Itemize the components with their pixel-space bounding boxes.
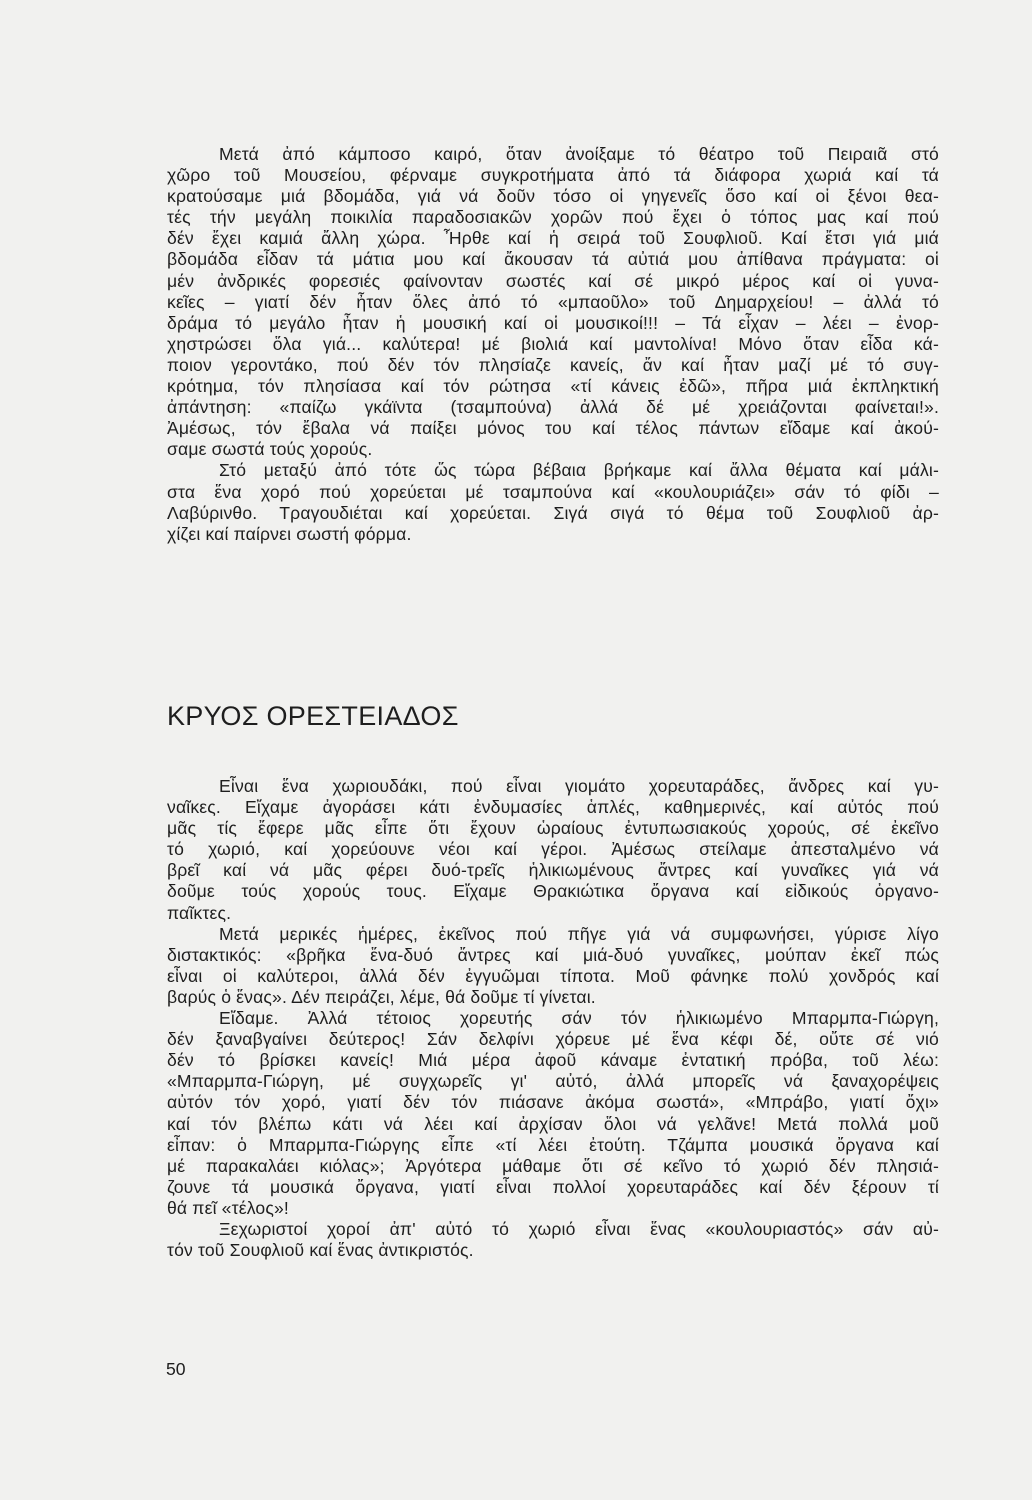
text-line: Μετά μερικές ἡμέρες, ἐκεῖνος πού πῆγε γιά νά συμφωνήσει, γύρισε λίγο [219, 923, 939, 944]
text-line: ποιον γεροντάκο, πού δέν τόν πλησίαζε κανείς, ἄν καί ἦταν μαζί μέ τό συγ- [167, 354, 939, 375]
text-line: δέν τό βρίσκει κανείς! Μιά μέρα ἀφοῦ κάναμε ἐντατική πρόβα, τοῦ λέω: [167, 1050, 939, 1071]
text-line: Στό μεταξύ ἀπό τότε ὥς τώρα βέβαια βρήκαμε καί ἄλλα θέματα καί μάλι- [219, 460, 939, 481]
paragraph-block-souflion [167, 144, 939, 545]
text-line: κεῖες – γιατί δέν ἦταν ὅλες ἀπό τό «μπαοῦλο» τοῦ Δημαρχείου! – ἀλλά τό [167, 291, 939, 312]
text-line: τό χωριό, καί χορεύουνε νέοι καί γέροι. Ἀμέσως στείλαμε ἀπεσταλμένο νά [167, 839, 939, 860]
text-line: τόν τοῦ Σουφλιοῦ καί ἕνας ἀντικριστός. [167, 1240, 474, 1261]
text-line: Εἶναι ἕνα χωριουδάκι, πού εἶναι γιομάτο χορευταράδες, ἄνδρες καί γυ- [219, 776, 939, 796]
text-line: χηστρώσει ὅλα γιά... καλύτερα! μέ βιολιά καί μαντολίνα! Μόνο ὅταν εἶδα κά- [167, 333, 939, 354]
text-line: κρατούσαμε μιά βδομάδα, γιά νά δοῦν τόσο οἱ γηγενεῖς ὅσο καί οἱ ξένοι θεα- [167, 186, 939, 207]
text-line: χίζει καί παίρνει σωστή φόρμα. [167, 523, 412, 544]
text-line: διστακτικός: «βρῆκα ἕνα-δυό ἄντρες καί μιά-δυό γυναῖκες, μούπαν ἐκεῖ πώς [167, 944, 939, 965]
text-line: δέν ξαναβγαίνει δεύτερος! Σάν δελφίνι χόρευε μέ ἕνα κέφι δέ, οὔτε σέ νιό [167, 1029, 939, 1050]
text-line: μέ παρακαλάει κιόλας»; Ἀργότερα μάθαμε ὅτι σέ κεῖνο τό χωριό δέν πλησιά- [167, 1155, 939, 1176]
text-line: Ξεχωριστοί χοροί ἀπ' αὐτό τό χωριό εἶναι ἕνας «κουλουριαστός» σάν αὐ- [219, 1218, 939, 1239]
text-line: κρότημα, τόν πλησίασα καί τόν ρώτησα «τί κάνεις ἐδῶ», πῆρα μιά ἐκπληκτική [167, 376, 939, 397]
text-line: αὐτόν τόν χορό, γιατί δέν τόν πιάσανε ἀκόμα σωστά», «Μπράβο, γιατί ὄχι» [167, 1092, 939, 1113]
text-line: ζουνε τά μουσικά ὄργανα, γιατί εἶναι πολλοί χορευταράδες καί δέν ξέρουν τί [167, 1176, 939, 1197]
text-line: βαρύς ὁ ἕνας». Δέν πειράζει, λέμε, θά δοῦμε τί γίνεται. [167, 986, 596, 1007]
text-line: «Μπαρμπα-Γιώργη, μέ συγχωρεῖς γι' αὐτό, ἀλλά μπορεῖς νά ξαναχορέψεις [167, 1071, 939, 1092]
text-line: Ἀμέσως, τόν ἔβαλα νά παίξει μόνος του καί τέλος πάντων εἴδαμε καί ἀκού- [167, 418, 939, 439]
text-line: δέν ἔχει καμιά ἄλλη χώρα. Ἦρθε καί ἡ σειρά τοῦ Σουφλιοῦ. Καί ἔτσι γιά μιά [167, 228, 939, 249]
paragraph-block-kryos-oresteiados [167, 776, 939, 1261]
text-line: καί τόν βλέπω κάτι νά λέει καί ἀρχίσαν ὅλοι νά γελᾶνε! Μετά πολλά μοῦ [167, 1113, 939, 1134]
text-line: σαμε σωστά τούς χορούς. [167, 439, 373, 460]
section-heading: ΚΡΥΟΣ ΟΡΕΣΤΕΙΑΔΟΣ [167, 701, 459, 731]
text-line: βδομάδα εἶδαν τά μάτια μου καί ἄκουσαν τά αὐτιά μου ἀπίθανα πράγματα: οἱ [167, 249, 939, 270]
text-line: μέν ἀνδρικές φορεσιές φαίνονταν σωστές καί σέ μικρό μέρος καί οἱ γυνα- [167, 270, 939, 291]
text-line: θά πεῖ «τέλος»! [167, 1197, 289, 1218]
text-line: δράμα τό μεγάλο ἦταν ἡ μουσική καί οἱ μουσικοί!!! – Τά εἶχαν – λέει – ἐνορ- [167, 312, 939, 333]
page-number: 50 [166, 1359, 186, 1379]
text-line: εἶπαν: ὁ Μπαρμπα-Γιώργης εἶπε «τί λέει ἐτούτη. Τζάμπα μουσικά ὄργανα καί [167, 1134, 939, 1155]
text-line: Μετά ἀπό κάμποσο καιρό, ὅταν ἀνοίξαμε τό θέατρο τοῦ Πειραιᾶ στό [219, 144, 939, 164]
text-line: τές τήν μεγάλη ποικιλία παραδοσιακῶν χορῶν πού ἔχει ὁ τόπος μας καί πού [167, 207, 939, 228]
text-line: βρεῖ καί νά μᾶς φέρει δυό-τρεῖς ἡλικιωμένους ἄντρες καί γυναῖκες γιά νά [167, 860, 939, 881]
text-line: δοῦμε τούς χορούς τους. Εἴχαμε Θρακιώτικα ὄργανα καί εἰδικούς ὀργανο- [167, 881, 939, 902]
text-line: χῶρο τοῦ Μουσείου, φέρναμε συγκροτήματα ἀπό τά διάφορα χωριά καί τά [167, 165, 939, 186]
text-line: εἶναι οἱ καλύτεροι, ἀλλά δέν ἐγγυῶμαι τίποτα. Μοῦ φάνηκε πολύ χονδρός καί [167, 965, 939, 986]
text-line: στα ἕνα χορό πού χορεύεται μέ τσαμπούνα καί «κουλουριάζει» σάν τό φίδι – [167, 481, 939, 502]
text-line: ἀπάντηση: «παίζω γκάϊντα (τσαμπούνα) ἀλλά δέ μέ χρειάζονται φαίνεται!». [167, 397, 939, 418]
text-line: Λαβύρινθο. Τραγουδιέται καί χορεύεται. Σιγά σιγά τό θέμα τοῦ Σουφλιοῦ ἀρ- [167, 502, 939, 523]
text-line: ναῖκες. Εἴχαμε ἀγοράσει κάτι ἐνδυμασίες ἁπλές, καθημερινές, καί αὐτός πού [167, 797, 939, 818]
text-line: Εἴδαμε. Ἀλλά τέτοιος χορευτής σάν τόν ἡλικιωμένο Μπαρμπα-Γιώργη, [219, 1008, 939, 1029]
text-line: μᾶς τίς ἔφερε μᾶς εἶπε ὅτι ἔχουν ὡραίους ἐντυπωσιακούς χορούς, σέ ἐκεῖνο [167, 818, 939, 839]
text-line: παῖκτες. [167, 902, 232, 923]
